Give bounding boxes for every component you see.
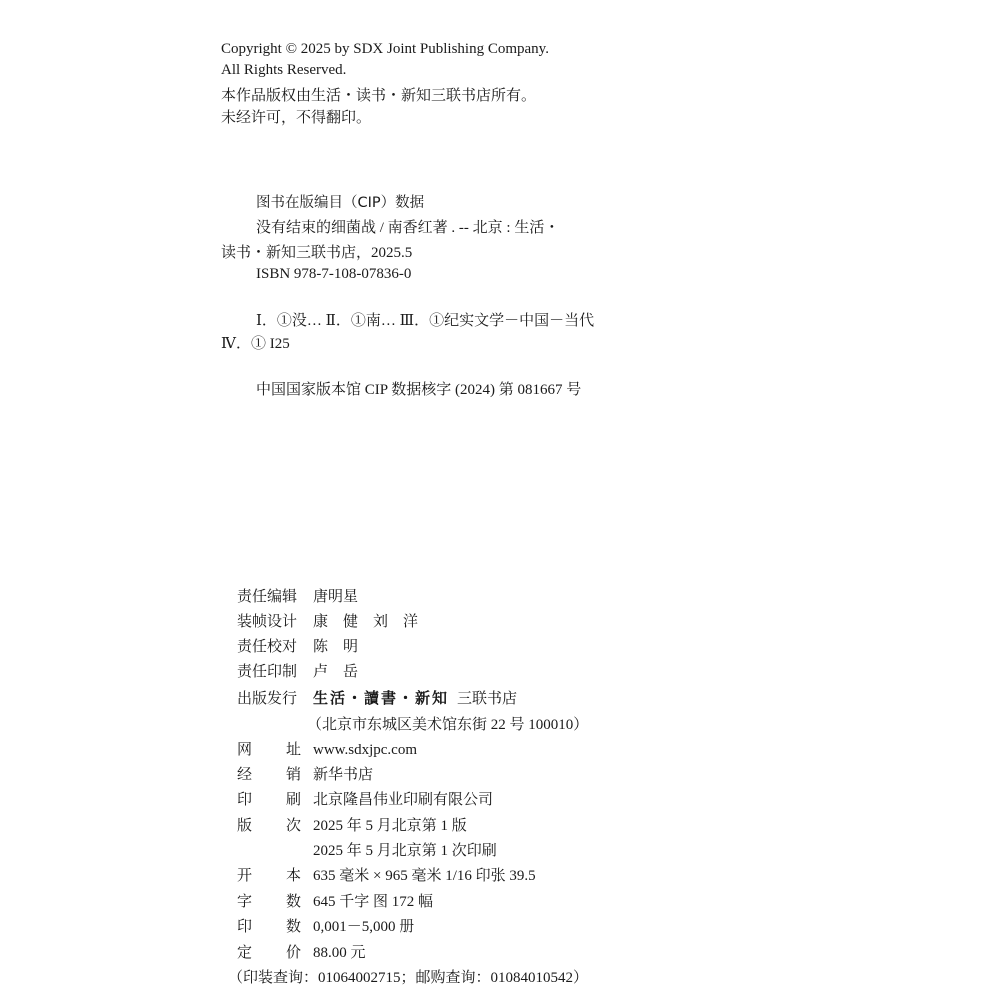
distributor-value: 新华书店 bbox=[313, 767, 374, 783]
printer-label-char2: 刷 bbox=[285, 792, 301, 808]
format-value: 635 毫米 × 965 毫米 1/16 印张 39.5 bbox=[313, 868, 536, 884]
distributor-label-char1: 经 bbox=[237, 767, 253, 783]
cip-class-line2: Ⅳ．① I25 bbox=[221, 336, 290, 352]
website-label-char1: 网 bbox=[237, 742, 253, 758]
print-run-label-char2: 数 bbox=[285, 919, 301, 935]
proof-label: 责任校对 bbox=[237, 639, 298, 655]
distributor-label-char2: 销 bbox=[285, 767, 301, 783]
publisher-value bbox=[313, 689, 517, 709]
edition-label bbox=[237, 816, 301, 836]
print-manager-label: 责任印制 bbox=[237, 664, 298, 680]
design-value: 康 健 刘 洋 bbox=[313, 614, 419, 630]
publisher-name: 三联书店 bbox=[457, 691, 518, 707]
design-label: 装帧设计 bbox=[237, 614, 298, 630]
copyright-line: Copyright © 2025 by SDX Joint Publishing Company. bbox=[221, 41, 549, 57]
print-run-label-char1: 印 bbox=[237, 919, 253, 935]
words-label-char1: 字 bbox=[237, 894, 253, 910]
website-label bbox=[237, 740, 301, 760]
rights-line: All Rights Reserved. bbox=[221, 62, 347, 78]
words-value: 645 千字 图 172 幅 bbox=[313, 894, 434, 910]
words-label-char2: 数 bbox=[285, 894, 301, 910]
website-value: www.sdxjpc.com bbox=[313, 742, 418, 758]
cip-title: 图书在版编目（CIP）数据 bbox=[256, 195, 425, 211]
publisher-label: 出版发行 bbox=[237, 691, 298, 707]
printing-value: 2025 年 5 月北京第 1 次印刷 bbox=[313, 843, 497, 859]
print-run-label bbox=[237, 917, 301, 937]
proof-value: 陈 明 bbox=[313, 639, 359, 655]
cip-entry-line2: 读书・新知三联书店，2025.5 bbox=[221, 245, 413, 261]
print-manager-value: 卢 岳 bbox=[313, 664, 359, 680]
publisher-address: （北京市东城区美术馆东街 22 号 100010） bbox=[307, 717, 589, 733]
printer-value: 北京隆昌伟业印刷有限公司 bbox=[313, 792, 494, 808]
cip-verify-line: 中国国家版本馆 CIP 数据核字 (2024) 第 081667 号 bbox=[256, 382, 582, 398]
website-label-char2: 址 bbox=[285, 742, 301, 758]
publisher-brand: 生活・讀書・新知 bbox=[313, 691, 450, 707]
format-label-char1: 开 bbox=[237, 868, 253, 884]
format-label bbox=[237, 866, 301, 886]
edition-label-char2: 次 bbox=[285, 818, 301, 834]
words-label bbox=[237, 892, 301, 912]
copyright-cn-line: 本作品版权由生活・读书・新知三联书店所有。 bbox=[221, 88, 537, 104]
editor-value: 唐明星 bbox=[313, 589, 359, 605]
no-reprint-line: 未经许可，不得翻印。 bbox=[221, 110, 372, 126]
printer-label bbox=[237, 790, 301, 810]
price-label bbox=[237, 943, 301, 963]
price-value: 88.00 元 bbox=[313, 945, 366, 961]
editor-label: 责任编辑 bbox=[237, 589, 298, 605]
format-label-char2: 本 bbox=[285, 868, 301, 884]
distributor-label bbox=[237, 765, 301, 785]
cip-class-line1: Ⅰ．①没… Ⅱ．①南… Ⅲ．①纪实文学－中国－当代 bbox=[256, 313, 595, 329]
edition-value: 2025 年 5 月北京第 1 版 bbox=[313, 818, 467, 834]
cip-isbn: ISBN 978-7-108-07836-0 bbox=[256, 266, 412, 282]
cip-entry-line1: 没有结束的细菌战 / 南香红著 . -- 北京 : 生活・ bbox=[256, 220, 560, 236]
price-label-char2: 价 bbox=[285, 945, 301, 961]
edition-label-char1: 版 bbox=[237, 818, 253, 834]
price-label-char1: 定 bbox=[237, 945, 253, 961]
print-run-value: 0,001－5,000 册 bbox=[313, 919, 415, 935]
contact-line: （印装查询：01064002715；邮购查询：01084010542） bbox=[228, 970, 589, 986]
printer-label-char1: 印 bbox=[237, 792, 253, 808]
